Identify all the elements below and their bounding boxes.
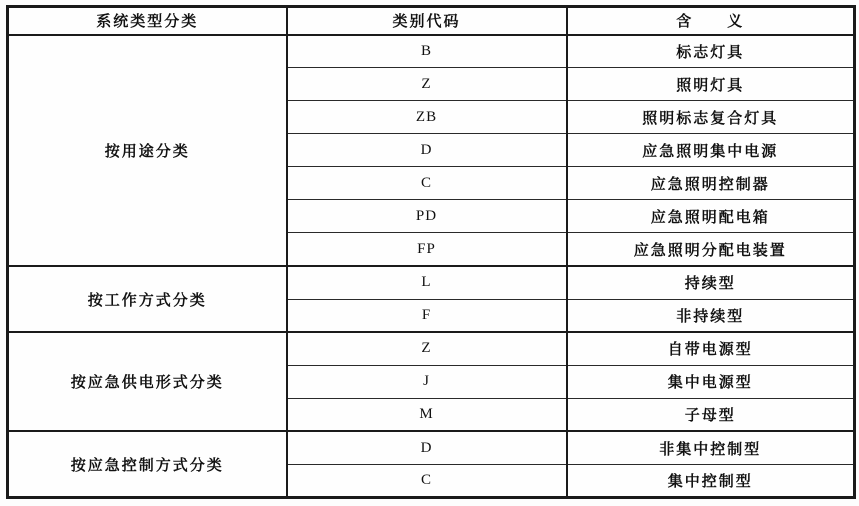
meaning-cell: 照明标志复合灯具 — [567, 101, 855, 134]
meaning-cell: 子母型 — [567, 398, 855, 431]
category-code-cell: M — [287, 398, 567, 431]
header-row — [8, 7, 855, 35]
category-code-cell: L — [287, 266, 567, 299]
meaning-cell: 集中控制型 — [567, 464, 855, 497]
meaning-cell: 非集中控制型 — [567, 431, 855, 464]
category-code-cell: J — [287, 365, 567, 398]
category-code-cell: ZB — [287, 101, 567, 134]
group-label-cell: 按应急供电形式分类 — [8, 332, 287, 431]
meaning-cell: 自带电源型 — [567, 332, 855, 365]
table-row — [8, 332, 855, 365]
meaning-cell: 应急照明集中电源 — [567, 134, 855, 167]
table-body — [8, 35, 855, 498]
category-code-cell: D — [287, 431, 567, 464]
meaning-cell: 应急照明控制器 — [567, 167, 855, 200]
category-code-cell: C — [287, 167, 567, 200]
table-row — [8, 431, 855, 464]
meaning-cell: 非持续型 — [567, 299, 855, 332]
meaning-cell: 持续型 — [567, 266, 855, 299]
category-code-cell: F — [287, 299, 567, 332]
table-row — [8, 35, 855, 68]
meaning-cell: 应急照明分配电装置 — [567, 233, 855, 266]
category-code-cell: Z — [287, 332, 567, 365]
category-code-cell: Z — [287, 68, 567, 101]
meaning-cell: 集中电源型 — [567, 365, 855, 398]
header-category-code: 类别代码 — [287, 7, 567, 35]
table-header — [8, 7, 855, 35]
category-code-cell: D — [287, 134, 567, 167]
table-row — [8, 266, 855, 299]
header-system-type: 系统类型分类 — [8, 7, 287, 35]
category-code-cell: FP — [287, 233, 567, 266]
category-code-cell: C — [287, 464, 567, 497]
meaning-cell: 应急照明配电箱 — [567, 200, 855, 233]
group-label-cell: 按工作方式分类 — [8, 266, 287, 332]
meaning-cell: 照明灯具 — [567, 68, 855, 101]
group-label-cell: 按用途分类 — [8, 35, 287, 266]
meaning-cell: 标志灯具 — [567, 35, 855, 68]
category-code-cell: B — [287, 35, 567, 68]
group-label-cell: 按应急控制方式分类 — [8, 431, 287, 497]
header-meaning: 含 义 — [567, 7, 855, 35]
category-code-cell: PD — [287, 200, 567, 233]
classification-table — [6, 5, 856, 499]
